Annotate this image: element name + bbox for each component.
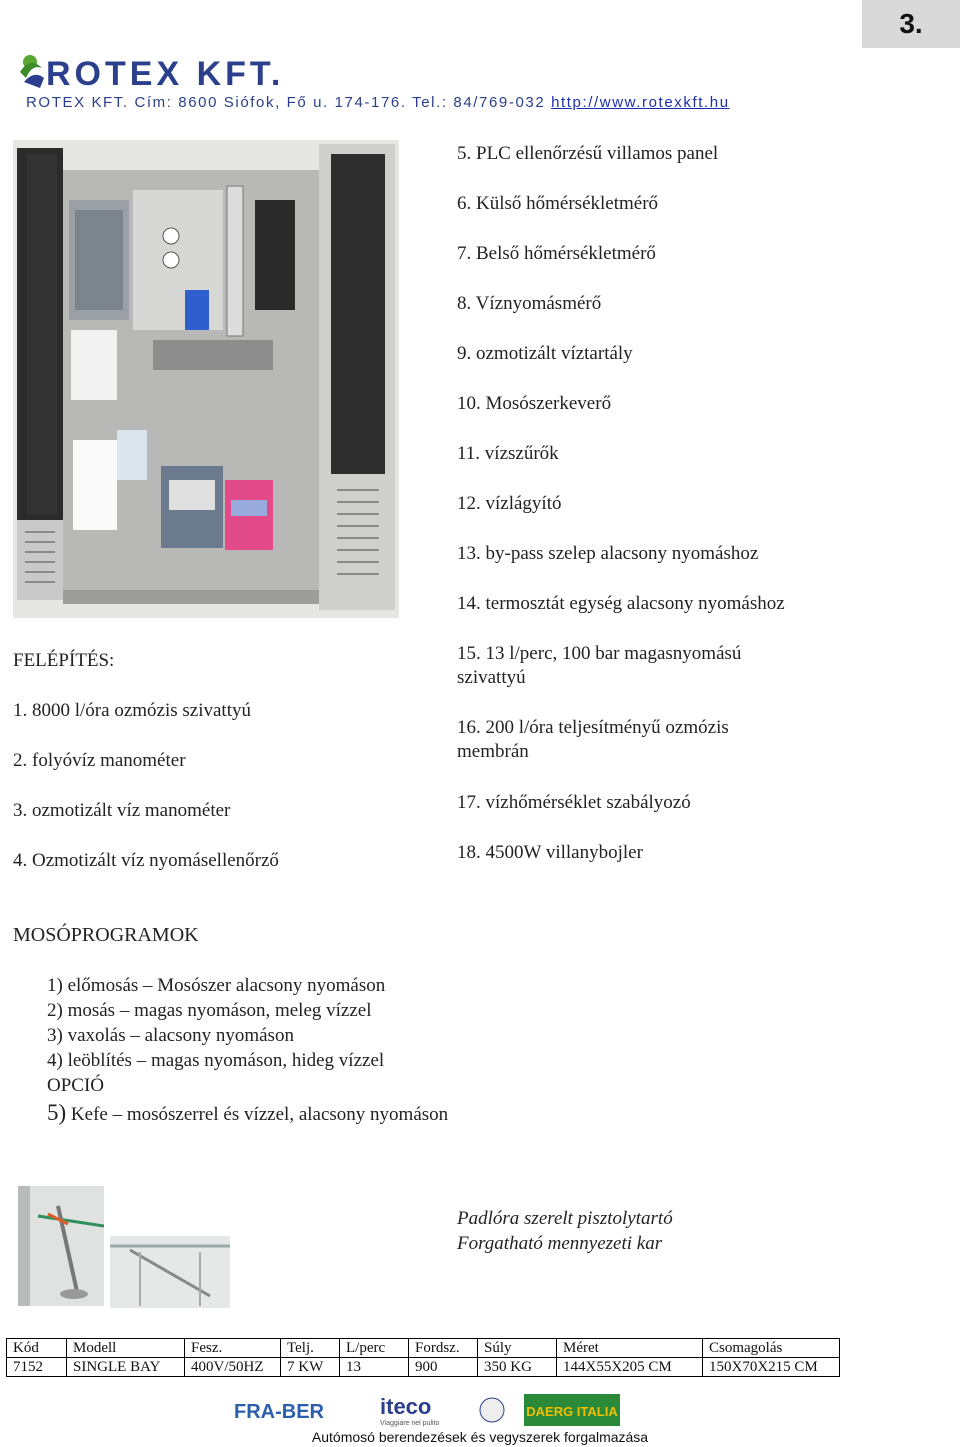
footer-tagline: Autómosó berendezések és vegyszerek forgalmazása [311, 1429, 649, 1445]
brand-iteco-slogan: Viaggiare nel pulito [380, 1420, 440, 1427]
website-link[interactable]: http://www.rotexkft.hu [551, 94, 730, 111]
machine-cabinet-photo [13, 140, 399, 618]
spec-table [6, 1338, 840, 1377]
fraber-logo-icon [230, 1398, 364, 1423]
structure-item-2: 2. folyóvíz manométer [13, 750, 186, 771]
table-header-cell: Modell [67, 1339, 185, 1358]
program-item-2: 2) mosás – magas nyomáson, meleg vízzel [47, 1000, 372, 1021]
structure-item-11: 11. vízszűrők [457, 443, 559, 464]
structure-item-14: 14. termosztát egység alacsony nyomáshoz [457, 593, 785, 614]
structure-item-4: 4. Ozmotizált víz nyomásellenőrző [13, 850, 279, 871]
table-cell: 900 [409, 1358, 478, 1377]
table-cell: 13 [340, 1358, 409, 1377]
table-header-cell: Telj. [281, 1339, 340, 1358]
table-header-cell: Csomagolás [703, 1339, 840, 1358]
table-cell: 7152 [7, 1358, 67, 1377]
page-number-badge: 3. [862, 0, 960, 48]
spec-table-header-row [7, 1339, 840, 1358]
option-text: Kefe – mosószerrel és vízzel, alacsony nyomáson [70, 1104, 449, 1125]
company-logo-text: ROTEX KFT. [46, 55, 285, 93]
iteco-logo-icon [380, 1394, 504, 1427]
table-cell: SINGLE BAY [67, 1358, 185, 1377]
programs-title: MOSÓPROGRAMOK [13, 924, 199, 946]
structure-item-18: 18. 4500W villanybojler [457, 842, 643, 863]
structure-title: FELÉPÍTÉS: [13, 650, 115, 671]
daerg-italia-logo-icon [524, 1394, 620, 1426]
table-cell: 150X70X215 CM [703, 1358, 840, 1377]
structure-item-17: 17. vízhőmérséklet szabályozó [457, 792, 691, 813]
structure-item-9: 9. ozmotizált víztartály [457, 343, 633, 364]
accessory-line-2: Forgatható mennyezeti kar [457, 1233, 663, 1254]
table-header-cell: Fesz. [185, 1339, 281, 1358]
structure-item-5: 5. PLC ellenőrzésű villamos panel [457, 143, 719, 164]
ceiling-arm-photo [110, 1236, 230, 1308]
structure-item-12: 12. vízlágyító [457, 493, 562, 514]
table-header-cell: Fordsz. [409, 1339, 478, 1358]
table-cell: 144X55X205 CM [557, 1358, 703, 1377]
company-address-line [26, 94, 730, 111]
table-cell: 7 KW [281, 1358, 340, 1377]
option-number: 5) [47, 1100, 67, 1125]
program-item-1: 1) előmosás – Mosószer alacsony nyomáson [47, 975, 386, 996]
table-cell: 400V/50HZ [185, 1358, 281, 1377]
table-header-cell: Kód [7, 1339, 67, 1358]
structure-item-15: 15. 13 l/perc, 100 bar magasnyomású szivattyú [457, 643, 742, 688]
company-info: ROTEX KFT. Cím: 8600 Siófok, Fő u. 174-176. Tel.: 84/769-032 [26, 94, 546, 111]
accessory-line-1: Padlóra szerelt pisztolytartó [457, 1208, 673, 1229]
brand-fraber: FRA-BER [234, 1401, 324, 1423]
option-label: OPCIÓ [47, 1075, 105, 1096]
structure-item-16: 16. 200 l/óra teljesítményű ozmózis membrán [457, 717, 729, 762]
table-header-cell: Súly [478, 1339, 557, 1358]
table-header-cell: L/perc [340, 1339, 409, 1358]
floor-gun-holder-photo [18, 1186, 104, 1306]
accessories-caption [457, 1206, 673, 1256]
table-cell: 350 KG [478, 1358, 557, 1377]
table-header-cell: Méret [557, 1339, 703, 1358]
structure-item-1: 1. 8000 l/óra ozmózis szivattyú [13, 700, 251, 721]
structure-item-8: 8. Víznyomásmérő [457, 293, 602, 314]
structure-item-6: 6. Külső hőmérsékletmérő [457, 193, 659, 214]
brand-iteco: iteco [380, 1394, 432, 1419]
brand-daerg: DAERG ITALIA [526, 1404, 618, 1419]
table-row [7, 1358, 840, 1377]
structure-item-13: 13. by-pass szelep alacsony nyomáshoz [457, 543, 759, 564]
partner-logos [230, 1392, 630, 1428]
structure-item-3: 3. ozmotizált víz manométer [13, 800, 231, 821]
program-item-3: 3) vaxolás – alacsony nyomáson [47, 1025, 294, 1046]
structure-item-7: 7. Belső hőmérsékletmérő [457, 243, 656, 264]
structure-item-10: 10. Mosószerkeverő [457, 393, 612, 414]
program-option-5 [47, 1100, 448, 1126]
program-item-4: 4) leöblítés – magas nyomáson, hideg vízzel [47, 1050, 385, 1071]
